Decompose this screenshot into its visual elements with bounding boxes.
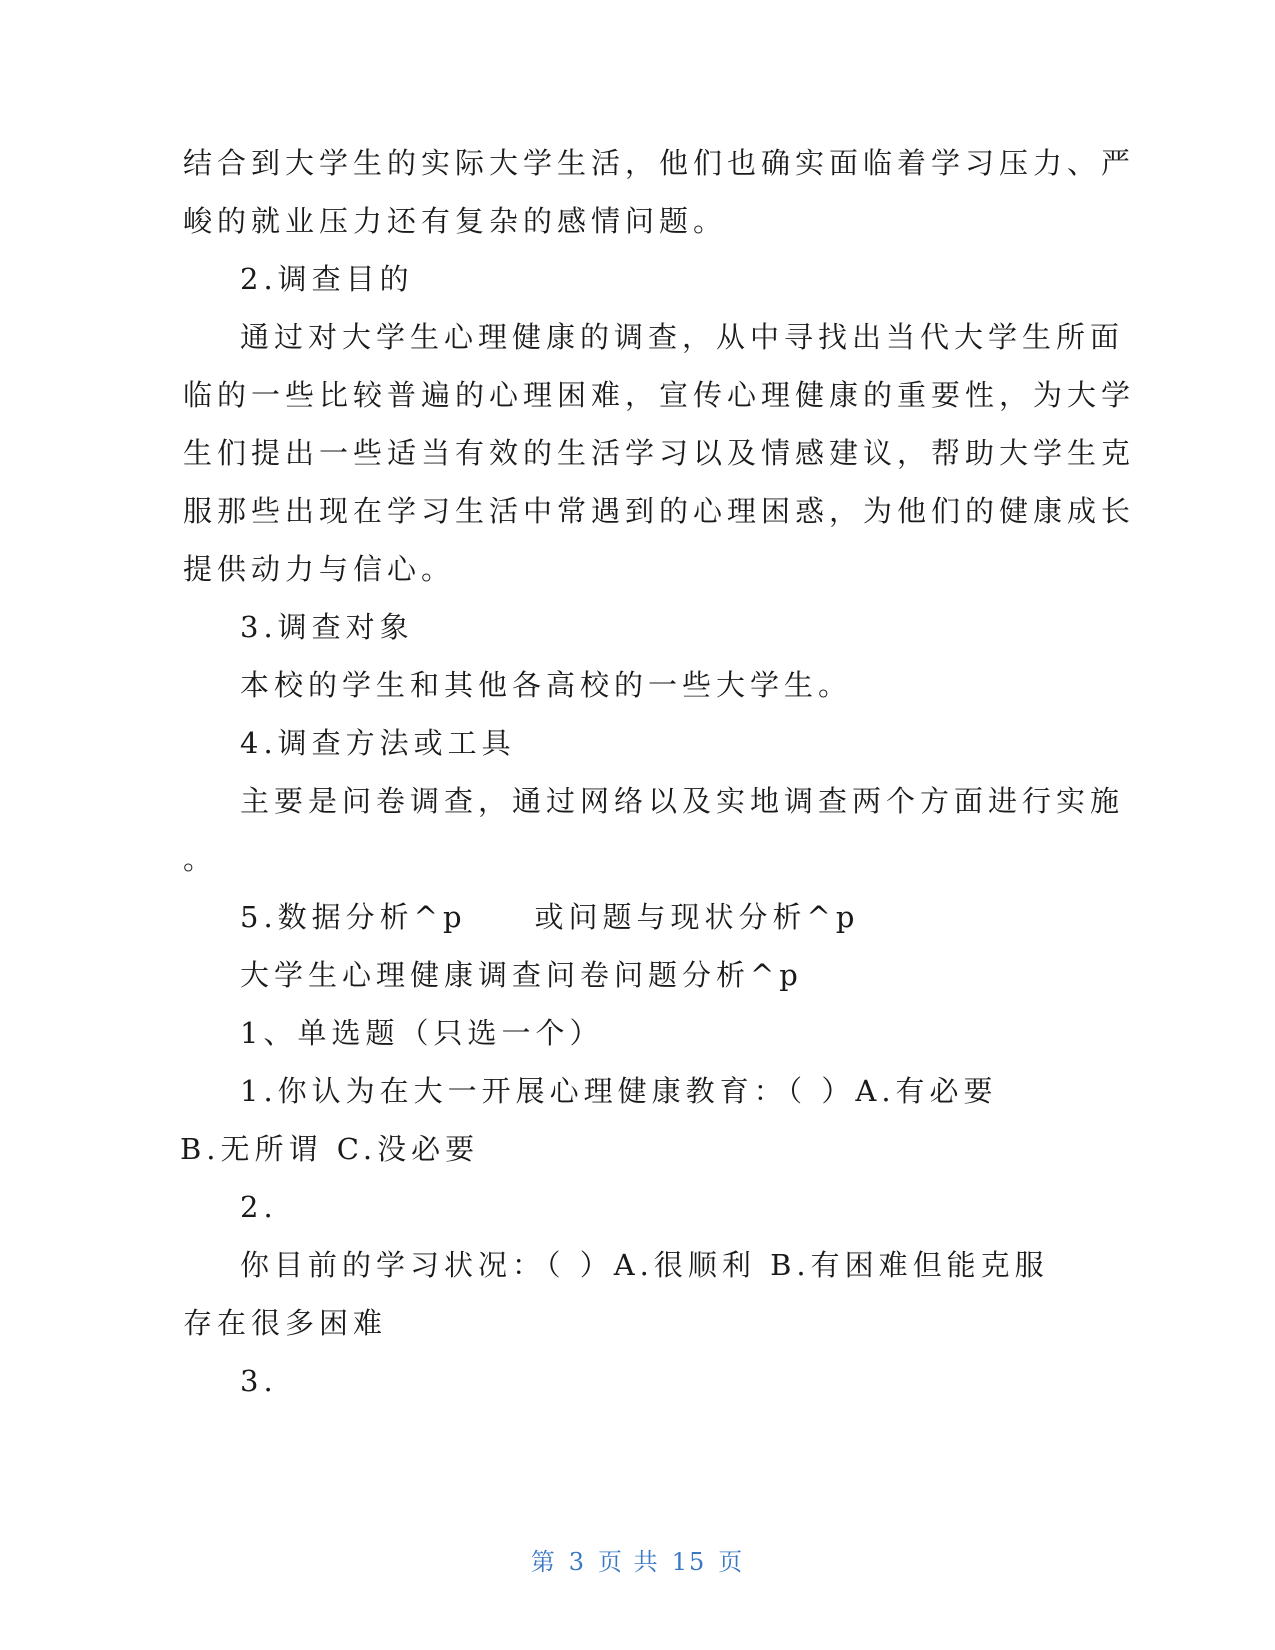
text-line: 生们提出一些适当有效的生活学习以及情感建议，帮助大学生克 [183,436,1136,470]
text-line: 本校的学生和其他各高校的一些大学生。 [240,668,853,702]
text-line: 服那些出现在学习生活中常遇到的心理困惑，为他们的健康成长 [183,494,1136,528]
text-line: 提供动力与信心。 [183,552,456,586]
text-line: 通过对大学生心理健康的调查，从中寻找出当代大学生所面 [240,320,1125,354]
footer-page-number: 3 [568,1548,587,1576]
question-line: 1.你认为在大一开展心理健康教育：（ ）A.有必要 [240,1074,998,1108]
question-line: 存在很多困难 [183,1306,388,1340]
text-line: 峻的就业压力还有复杂的感情问题。 [183,204,728,238]
text-line: 1、单选题（只选一个） [240,1016,604,1050]
text-line: 临的一些比较普遍的心理困难，宣传心理健康的重要性，为大学 [183,378,1136,412]
section-heading: 3.调查对象 [240,610,414,644]
question-line: 3. [240,1364,278,1398]
question-line: 你目前的学习状况：（ ）A.很顺利 B.有困难但能克服 [240,1248,1049,1282]
section-heading: 2.调查目的 [240,262,414,296]
question-line: B.无所谓 C.没必要 [180,1132,480,1166]
footer-prefix: 第 [530,1548,557,1576]
page-footer [0,1542,1275,1577]
footer-total-pages: 15 [671,1548,707,1576]
text-line: 主要是问卷调查，通过网络以及实地调查两个方面进行实施 [240,784,1125,818]
text-line: 结合到大学生的实际大学生活，他们也确实面临着学习压力、严 [183,146,1136,180]
text-line: 。 [183,842,218,876]
section-heading: 4.调查方法或工具 [240,726,516,760]
question-line: 2. [240,1190,278,1224]
text-line: 大学生心理健康调查问卷问题分析^p [240,958,803,992]
footer-suffix: 页 [718,1548,745,1576]
section-heading: 5.数据分析^p 或问题与现状分析^p [240,900,860,934]
footer-middle: 页 共 [598,1548,660,1576]
